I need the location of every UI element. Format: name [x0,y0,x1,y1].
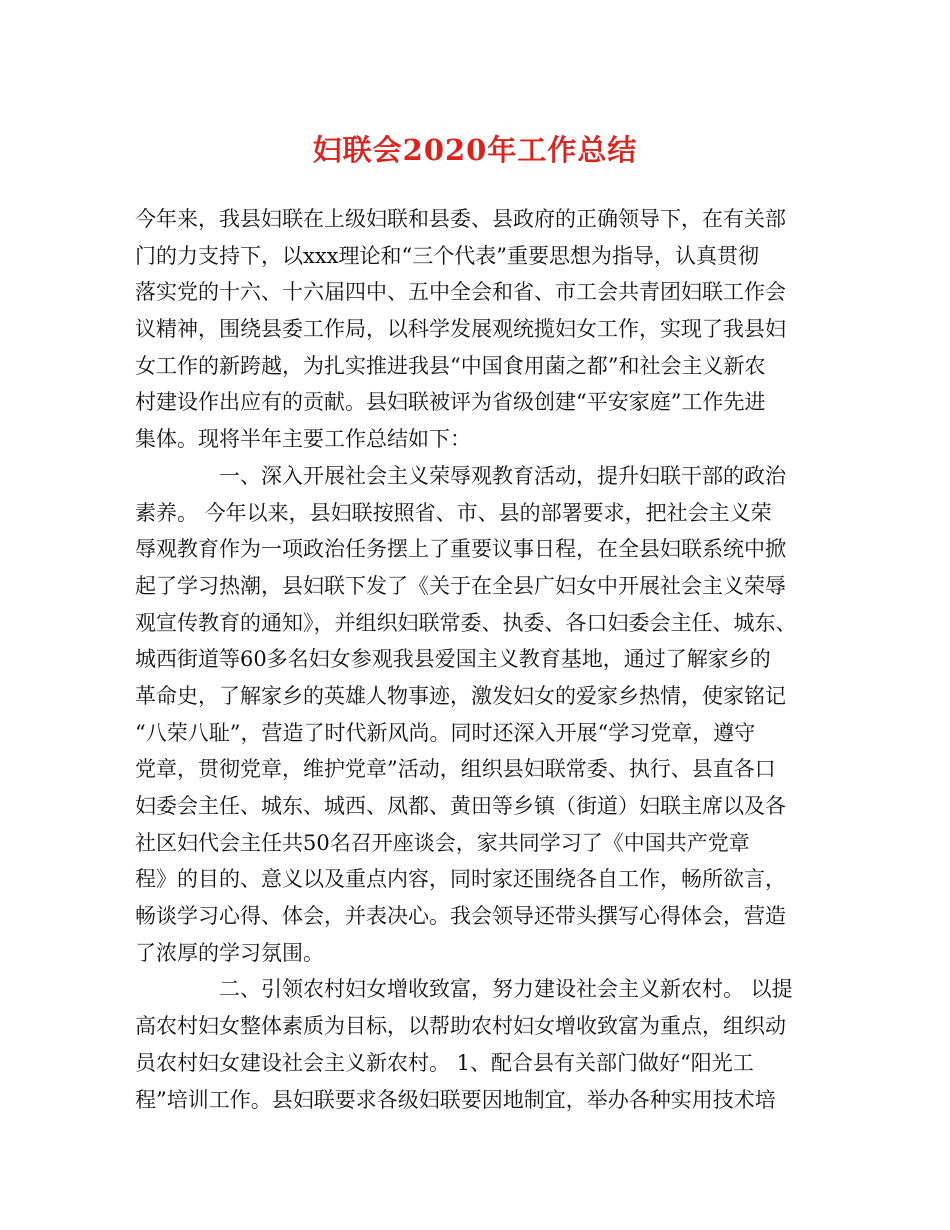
body-line: 村建设作出应有的贡献。县妇联被评为省级创建“平安家庭”工作先进 [135,390,766,415]
body-line: 观宣传教育的通知》，并组织妇联常委、执委、各口妇委会主任、城东、 [135,610,797,635]
body-line: 素养。 今年以来，县妇联按照省、市、县的部署要求，把社会主义荣 [135,500,772,525]
body-line: 门的力支持下，以xxx理论和“三个代表”重要思想为指导，认真贯彻 [135,243,759,268]
body-line: 程”培训工作。县妇联要求各级妇联要因地制宜，举办各种实用技术培 [135,1087,776,1112]
body-line: 党章，贯彻党章，维护党章”活动，组织县妇联常委、执行、县直各口 [135,757,776,782]
body-line: 员农村妇女建设社会主义新农村。 1、配合县有关部门做好“阳光工 [135,1050,754,1075]
body-line: 城西街道等60多名妇女参观我县爱国主义教育基地，通过了解家乡的 [135,647,771,672]
body-line: “八荣八耻”，营造了时代新风尚。同时还深入开展“学习党章，遵守 [135,720,756,745]
document-title: 妇联会2020年工作总结 [312,133,638,167]
body-line: 女工作的新跨越，为扎实推进我县“中国食用菌之都”和社会主义新农 [135,353,766,378]
body-line: 辱观教育作为一项政治任务摆上了重要议事日程，在全县妇联系统中掀 [135,537,786,562]
body-line: 程》的目的、意义以及重点内容，同时家还围绕各自工作，畅所欲言， [135,867,786,892]
body-line: 高农村妇女整体素质为目标，以帮助农村妇女增收致富为重点，组织动 [135,1014,786,1039]
document-body [135,201,825,1118]
body-line: 议精神，围绕县委工作局，以科学发展观统揽妇女工作，实现了我县妇 [135,317,786,342]
body-line: 一、深入开展社会主义荣辱观教育活动，提升妇联干部的政治 [219,463,786,488]
body-line: 了浓厚的学习氛围。 [135,940,324,965]
body-line: 妇委会主任、城东、城西、凤都、黄田等乡镇（街道）妇联主席以及各 [135,794,786,818]
body-line: 畅谈学习心得、体会，并表决心。我会领导还带头撰写心得体会，营造 [135,904,786,929]
body-line: 二、引领农村妇女增收致富，努力建设社会主义新农村。 以提 [219,977,793,1002]
body-line: 今年来，我县妇联在上级妇联和县委、县政府的正确领导下，在有关部 [135,207,786,231]
body-line: 落实党的十六、十六届四中、五中全会和省、市工会共青团妇联工作会 [135,280,786,305]
body-line: 社区妇代会主任共50名召开座谈会，家共同学习了《中国共产党章 [135,830,750,855]
body-line: 集体。现将半年主要工作总结如下： [135,427,471,452]
body-line: 起了学习热潮，县妇联下发了《关于在全县广妇女中开展社会主义荣辱 [135,573,786,598]
body-line: 革命史，了解家乡的英雄人物事迹，激发妇女的爱家乡热情，使家铭记 [135,683,786,708]
